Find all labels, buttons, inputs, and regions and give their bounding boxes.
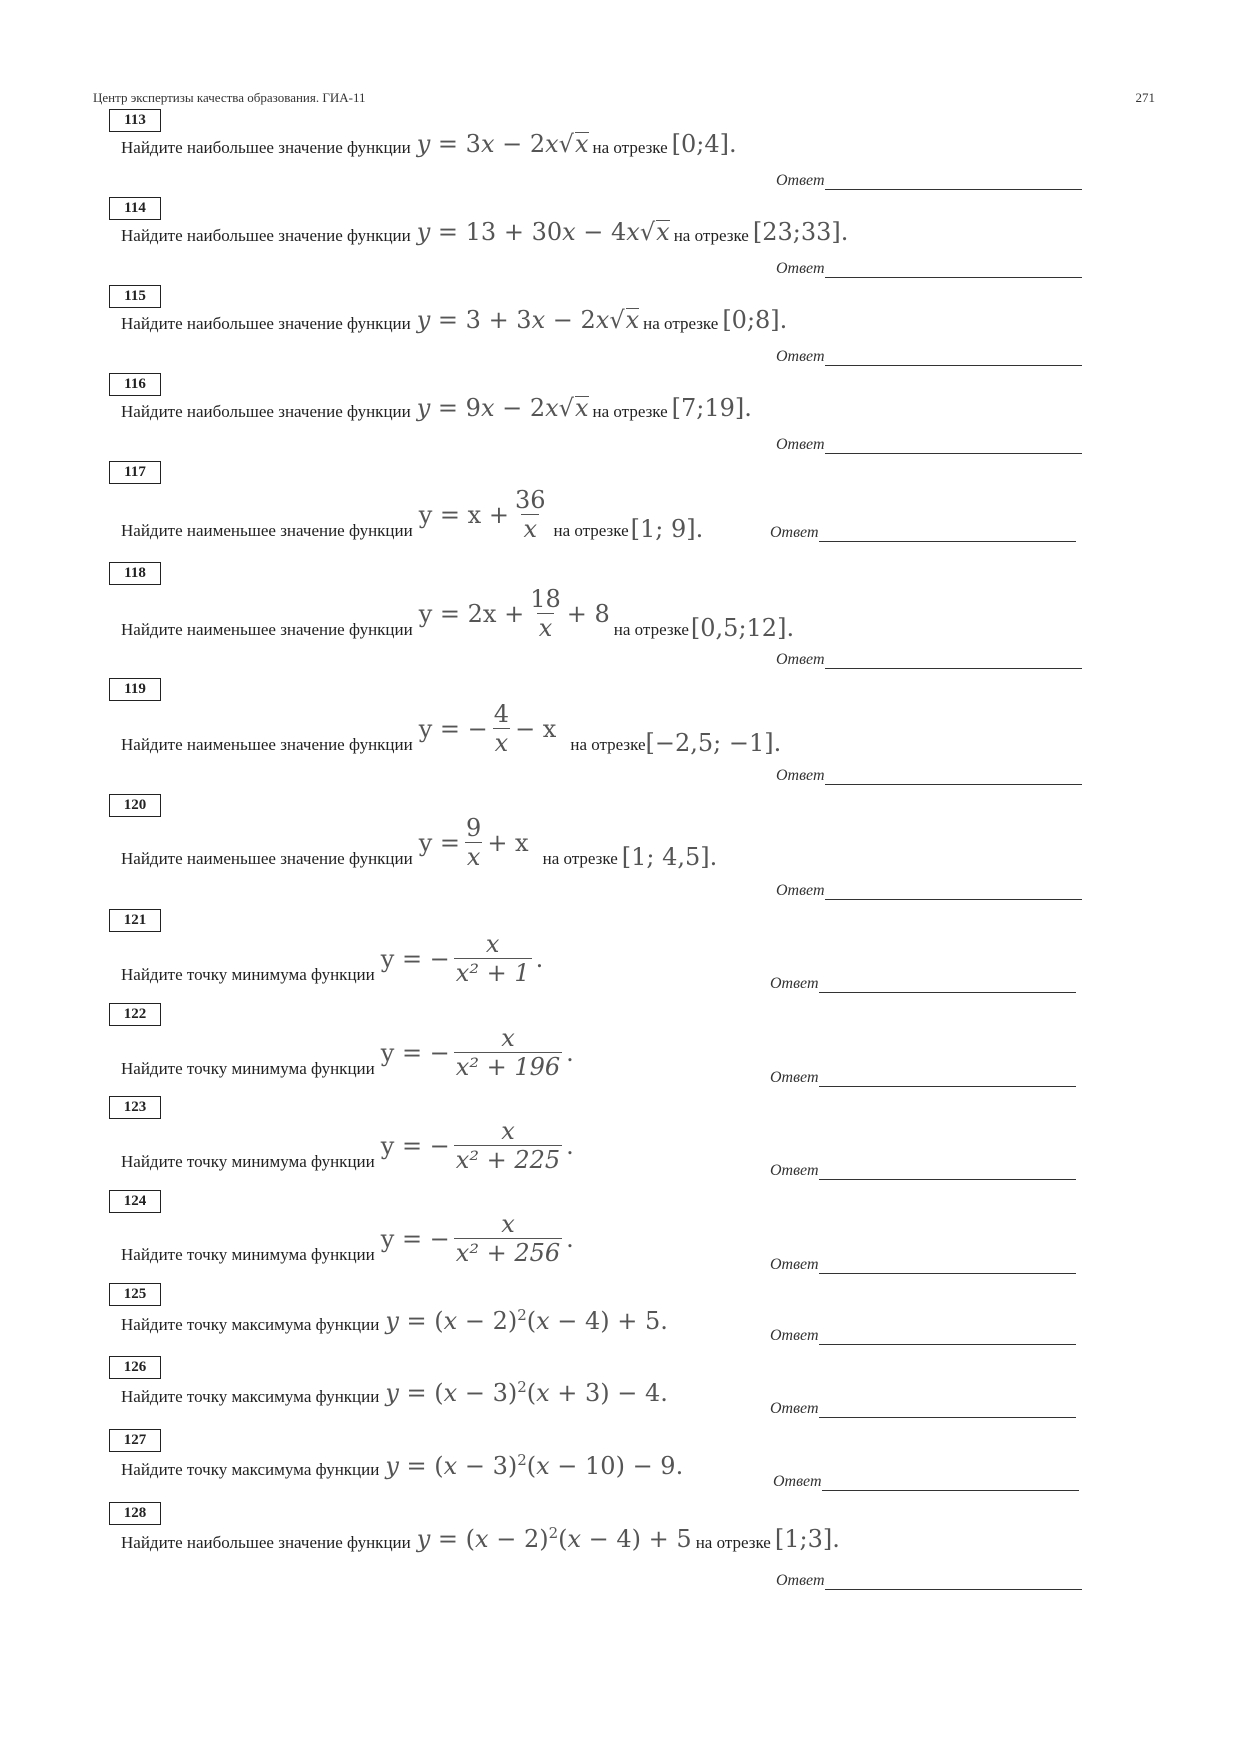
answer-blank[interactable]	[825, 650, 1082, 669]
formula: $y = (x - 3)^2(x + 3) - 4$.	[385, 1378, 668, 1407]
formula: y = − $\frac{x}{\text{x² + 1}}$ .	[380, 930, 544, 987]
answer-line[interactable]	[773, 1472, 1079, 1491]
task-number: 117	[109, 461, 161, 484]
answer-line[interactable]	[770, 1326, 1076, 1345]
segment-label: на отрезке	[673, 226, 749, 245]
task-number: 116	[109, 373, 161, 396]
answer-label: Ответ	[773, 1473, 822, 1490]
task-text: Найдите наименьшее значение функции	[121, 849, 413, 868]
answer-blank[interactable]	[825, 347, 1082, 366]
answer-label: Ответ	[776, 651, 825, 668]
answer-label: Ответ	[776, 348, 825, 365]
answer-blank[interactable]	[825, 1571, 1082, 1590]
answer-line[interactable]	[776, 171, 1082, 190]
formula: y = 2x + $\frac{18}{x}$ + 8	[418, 585, 610, 642]
answer-line[interactable]	[770, 1161, 1076, 1180]
task-number: 127	[109, 1429, 161, 1452]
answer-blank[interactable]	[819, 1255, 1076, 1274]
task-121	[121, 930, 543, 987]
task-116: Найдите наибольшее значение функции y = 9x − 2x√x на отрезке [7;19] .	[121, 394, 752, 422]
formula: y = − $\frac{x}{\text{x² + 256}}$ .	[380, 1210, 574, 1267]
segment-label: на отрезке	[643, 314, 719, 333]
answer-blank[interactable]	[819, 974, 1076, 993]
task-text: Найдите точку минимума функции	[121, 1245, 375, 1264]
task-114: Найдите наибольшее значение функции y = 13 + 30x − 4x√x на отрезке [23;33] .	[121, 218, 849, 246]
task-126	[121, 1378, 668, 1407]
formula: y = 3x − 2x√x	[416, 130, 589, 158]
formula: y = 9x − 2x√x	[416, 394, 589, 422]
task-125	[121, 1306, 668, 1335]
task-117: Найдите наименьшее значение функции y = x + $\frac{36}{x}$ на отрезке [1; 9] .	[121, 486, 704, 543]
segment: [−2,5; −1]	[645, 729, 774, 757]
answer-line[interactable]	[770, 523, 1076, 542]
answer-line[interactable]	[776, 347, 1082, 366]
task-124	[121, 1210, 574, 1267]
formula: y = − $\frac{x}{\text{x² + 225}}$ .	[380, 1117, 574, 1174]
answer-label: Ответ	[770, 1069, 819, 1086]
answer-label: Ответ	[770, 524, 819, 541]
segment-label: на отрезке	[570, 735, 646, 754]
task-text: Найдите точку минимума функции	[121, 1152, 375, 1171]
segment: [1; 9]	[630, 515, 696, 543]
formula: y = 3 + 3x − 2x√x	[416, 306, 640, 334]
task-number: 128	[109, 1502, 161, 1525]
answer-label: Ответ	[776, 767, 825, 784]
answer-label: Ответ	[776, 436, 825, 453]
task-text: Найдите наименьшее значение функции	[121, 521, 413, 540]
task-123	[121, 1117, 574, 1174]
answer-line[interactable]	[776, 881, 1082, 900]
task-122	[121, 1024, 574, 1081]
task-number: 125	[109, 1283, 161, 1306]
segment: [7;19]	[671, 394, 745, 422]
segment-label: на отрезке	[592, 138, 668, 157]
task-number: 113	[109, 109, 161, 132]
answer-line[interactable]	[776, 766, 1082, 785]
task-127	[121, 1451, 683, 1480]
answer-label: Ответ	[770, 1327, 819, 1344]
answer-label: Ответ	[776, 1572, 825, 1589]
answer-line[interactable]	[776, 1571, 1082, 1590]
answer-label: Ответ	[770, 1162, 819, 1179]
page-header	[93, 90, 1155, 106]
answer-label: Ответ	[776, 260, 825, 277]
segment: [0;4]	[671, 130, 730, 158]
task-number: 123	[109, 1096, 161, 1119]
answer-blank[interactable]	[822, 1472, 1079, 1491]
task-text: Найдите наибольшее значение функции	[121, 226, 411, 245]
answer-blank[interactable]	[825, 881, 1082, 900]
task-128: Найдите наибольшее значение функции $y = (x - 2)^2(x - 4) + 5$ на отрезке [1;3] .	[121, 1524, 840, 1553]
answer-blank[interactable]	[825, 766, 1082, 785]
formula: y = − $\frac{4}{x}$ − x	[418, 700, 557, 757]
answer-line[interactable]	[776, 650, 1082, 669]
segment-label: на отрезке	[695, 1533, 771, 1552]
task-text: Найдите точку минимума функции	[121, 965, 375, 984]
formula: y = x + $\frac{36}{x}$	[418, 486, 546, 543]
task-120: Найдите наименьшее значение функции y = $\frac{9}{x}$ + x на отрезке [1; 4,5] .	[121, 814, 718, 871]
answer-label: Ответ	[770, 1400, 819, 1417]
answer-line[interactable]	[770, 1068, 1076, 1087]
task-text: Найдите наибольшее значение функции	[121, 138, 411, 157]
answer-blank[interactable]	[825, 171, 1082, 190]
task-text: Найдите точку максимума функции	[121, 1315, 380, 1334]
task-number: 118	[109, 562, 161, 585]
answer-line[interactable]	[770, 974, 1076, 993]
segment: [1;3]	[774, 1525, 833, 1553]
segment: [0;8]	[722, 306, 780, 334]
formula: y = $\frac{9}{x}$ + x	[418, 814, 529, 871]
answer-line[interactable]	[776, 435, 1082, 454]
task-text: Найдите наибольшее значение функции	[121, 314, 411, 333]
task-text: Найдите точку максимума функции	[121, 1387, 380, 1406]
answer-blank[interactable]	[825, 435, 1082, 454]
task-119: Найдите наименьшее значение функции y = − $\frac{4}{x}$ − x на отрезке [−2,5; −1] .	[121, 700, 782, 757]
task-text: Найдите наибольшее значение функции	[121, 1533, 411, 1552]
segment-label: на отрезке	[613, 620, 689, 639]
task-number: 114	[109, 197, 161, 220]
answer-label: Ответ	[776, 172, 825, 189]
answer-label: Ответ	[776, 882, 825, 899]
segment-label: на отрезке	[542, 849, 618, 868]
task-text: Найдите точку максимума функции	[121, 1460, 380, 1479]
task-115: Найдите наибольшее значение функции y = 3 + 3x − 2x√x на отрезке [0;8] .	[121, 306, 788, 334]
segment: [23;33]	[752, 218, 841, 246]
task-number: 124	[109, 1190, 161, 1213]
task-text: Найдите точку минимума функции	[121, 1059, 375, 1078]
task-number: 121	[109, 909, 161, 932]
formula: $y = (x - 3)^2(x - 10) - 9$.	[385, 1451, 684, 1480]
task-number: 122	[109, 1003, 161, 1026]
task-number: 126	[109, 1356, 161, 1379]
answer-line[interactable]	[776, 259, 1082, 278]
answer-blank[interactable]	[819, 1399, 1076, 1418]
answer-blank[interactable]	[819, 523, 1076, 542]
answer-label: Ответ	[770, 975, 819, 992]
task-text: Найдите наибольшее значение функции	[121, 402, 411, 421]
answer-blank[interactable]	[825, 259, 1082, 278]
task-text: Найдите наименьшее значение функции	[121, 620, 413, 639]
segment: [0,5;12]	[690, 614, 787, 642]
segment: [1; 4,5]	[621, 843, 710, 871]
task-113: Найдите наибольшее значение функции y = 3x − 2x√x на отрезке [0;4] .	[121, 130, 737, 158]
formula: $y = (x - 2)^2(x - 4) + 5$.	[385, 1306, 668, 1335]
answer-blank[interactable]	[819, 1161, 1076, 1180]
segment-label: на отрезке	[592, 402, 668, 421]
header-title: Центр экспертизы качества образования. ГИА-11	[93, 90, 366, 105]
task-text: Найдите наименьшее значение функции	[121, 735, 413, 754]
task-number: 120	[109, 794, 161, 817]
answer-label: Ответ	[770, 1256, 819, 1273]
answer-blank[interactable]	[819, 1068, 1076, 1087]
answer-blank[interactable]	[819, 1326, 1076, 1345]
answer-line[interactable]	[770, 1255, 1076, 1274]
formula: y = 13 + 30x − 4x√x	[416, 218, 670, 246]
formula: $y = (x - 2)^2(x - 4) + 5$	[416, 1524, 692, 1553]
formula: y = − $\frac{x}{\text{x² + 196}}$ .	[380, 1024, 574, 1081]
task-number: 115	[109, 285, 161, 308]
page-number: 271	[1135, 90, 1155, 105]
segment-label: на отрезке	[553, 521, 629, 540]
task-118: Найдите наименьшее значение функции y = 2x + $\frac{18}{x}$ + 8 на отрезке [0,5;12] .	[121, 585, 795, 642]
answer-line[interactable]	[770, 1399, 1076, 1418]
task-number: 119	[109, 678, 161, 701]
